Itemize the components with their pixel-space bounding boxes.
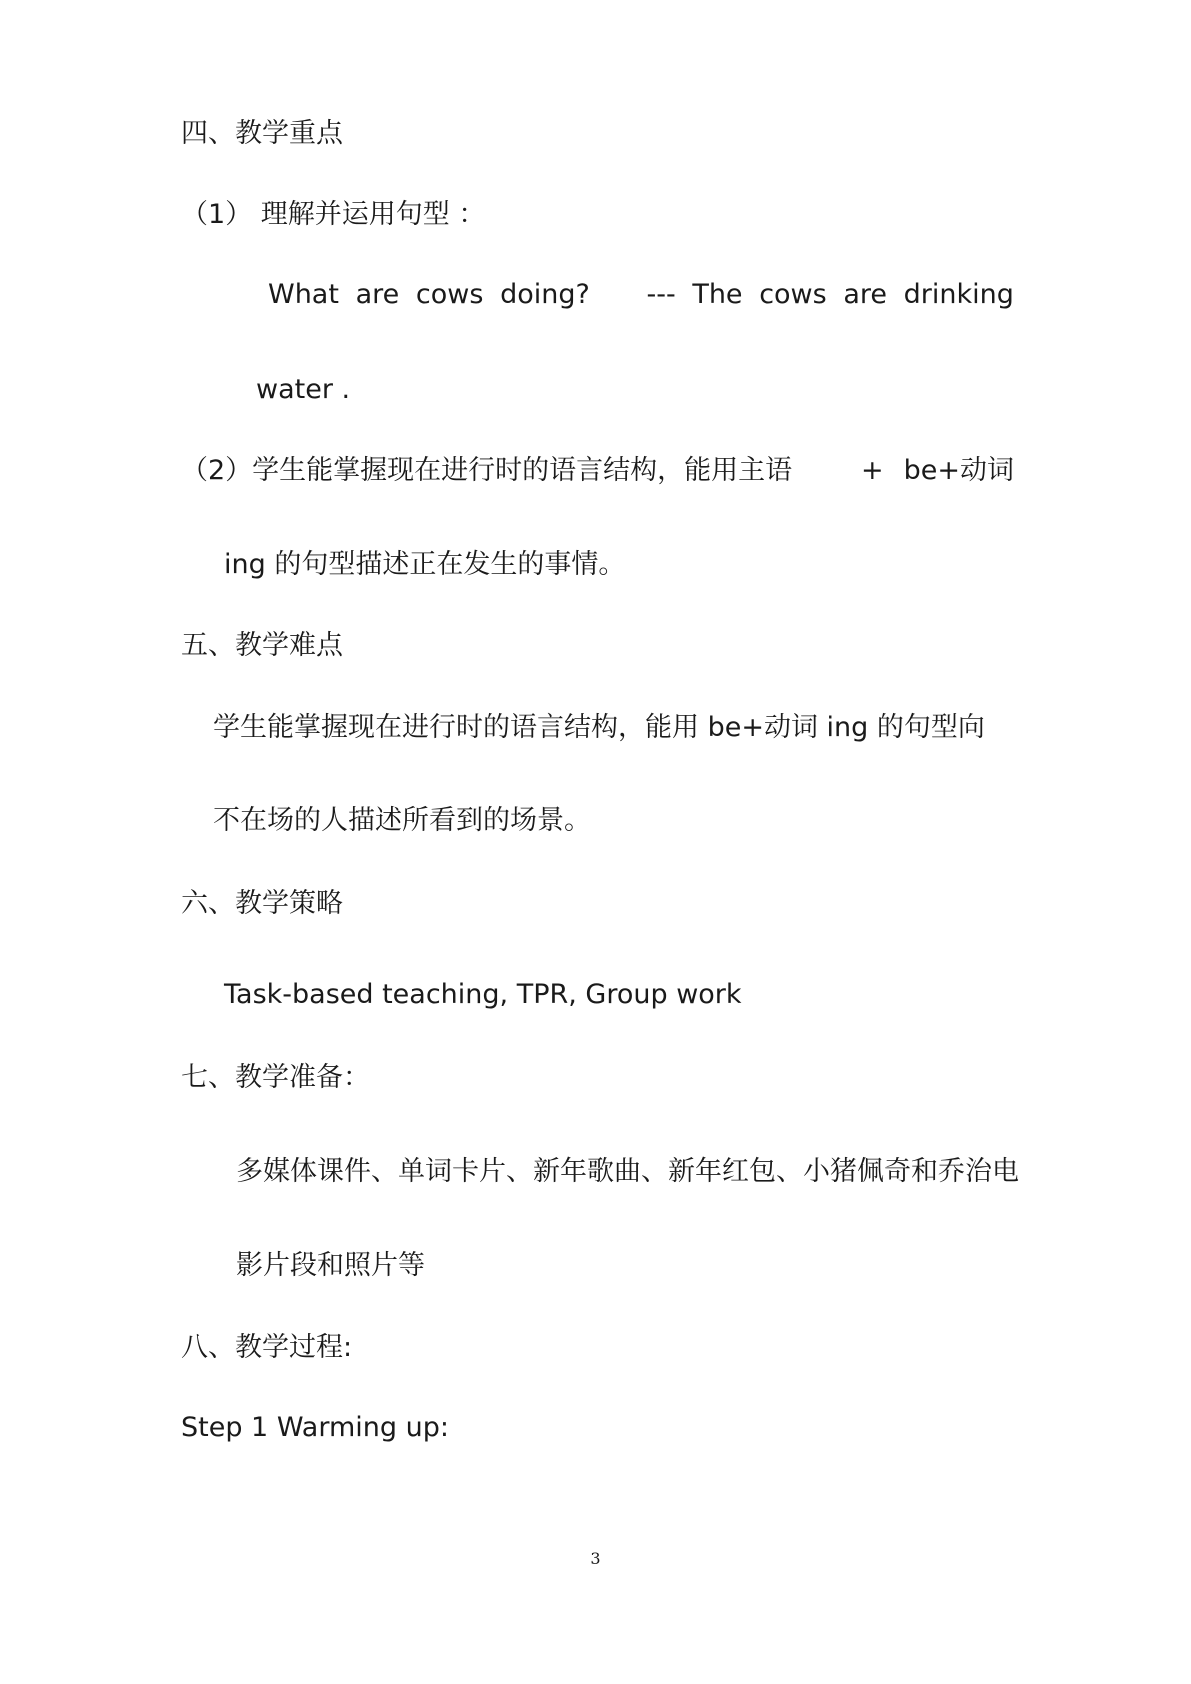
section-4-item-2-line (181, 453, 1014, 489)
section-7-line-2: 影片段和照片等 (236, 1250, 425, 1281)
sentence-word: are (355, 279, 400, 310)
sentence-word: cows (759, 279, 827, 310)
section-4-item-1-label: （1） 理解并运用句型 ： (181, 199, 486, 230)
section-5-heading: 五、教学难点 (181, 630, 343, 661)
section-4-heading: 四、教学重点 (181, 118, 343, 149)
item-2-be-verb: be+动词 (903, 455, 1014, 486)
sentence-word: doing? (500, 279, 590, 310)
sentence-word: What (268, 279, 339, 310)
sentence-word: The (692, 279, 743, 310)
sentence-word: --- (646, 279, 676, 310)
item-2-text: （2）学生能掌握现在进行时的语言结构，能用主语 (181, 455, 793, 486)
section-6-line-1: Task-based teaching, TPR, Group work (224, 979, 742, 1010)
step-1-heading: Step 1 Warming up: (181, 1412, 449, 1443)
item-2-plus: + (861, 455, 884, 486)
item-2-formula (861, 453, 1014, 489)
sentence-word: cows (415, 279, 484, 310)
section-7-line-1: 多媒体课件、单词卡片、新年歌曲、新年红包、小猪佩奇和乔治电 (236, 1156, 1019, 1187)
section-7-heading: 七、教学准备： (181, 1062, 370, 1093)
example-sentence-line (268, 277, 1014, 313)
page-number: 3 (590, 1549, 601, 1568)
section-4-item-2-continuation: ing 的句型描述正在发生的事情。 (224, 549, 626, 580)
sentence-word: drinking (903, 279, 1014, 310)
section-5-line-1: 学生能掌握现在进行时的语言结构，能用 be+动词 ing 的句型向 (213, 712, 985, 743)
example-sentence-continuation: water . (256, 374, 351, 405)
section-8-heading: 八、教学过程: (181, 1332, 353, 1363)
section-5-line-2: 不在场的人描述所看到的场景。 (213, 805, 591, 836)
section-6-heading: 六、教学策略 (181, 888, 343, 919)
sentence-word: are (843, 279, 888, 310)
